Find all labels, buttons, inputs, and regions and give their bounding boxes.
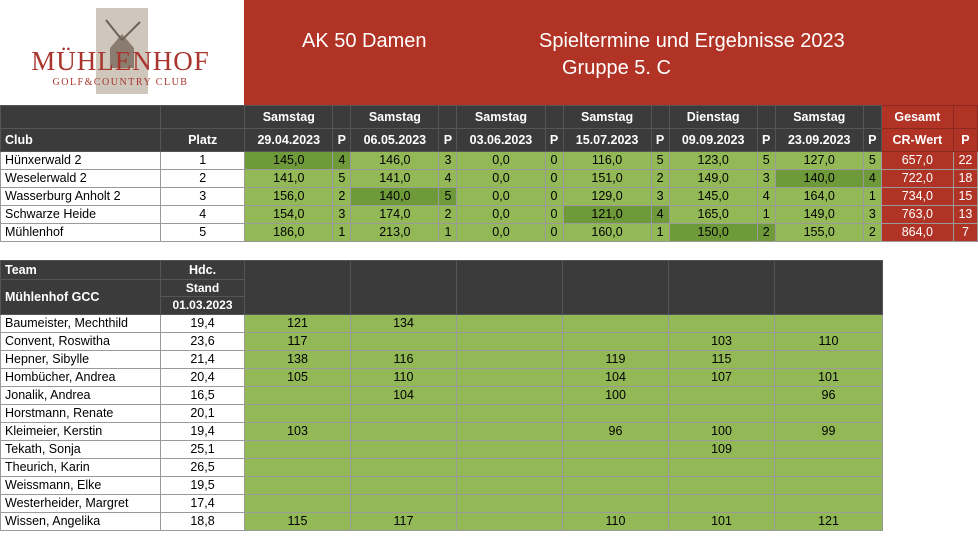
player-score bbox=[669, 405, 775, 423]
results-row bbox=[1, 206, 978, 224]
player-score bbox=[245, 441, 351, 459]
results-row bbox=[1, 224, 978, 242]
player-score bbox=[563, 315, 669, 333]
round-points: 3 bbox=[863, 206, 881, 224]
player-score bbox=[457, 369, 563, 387]
header-group: Gruppe 5. C bbox=[562, 57, 671, 79]
round-points: 2 bbox=[651, 170, 669, 188]
round-points: 0 bbox=[545, 206, 563, 224]
player-name: Weissmann, Elke bbox=[1, 477, 161, 495]
round-date: 09.09.2023 bbox=[669, 129, 757, 152]
team-label: Team bbox=[1, 261, 161, 280]
player-score bbox=[775, 459, 883, 477]
club-name: Wasserburg Anholt 2 bbox=[1, 188, 161, 206]
player-hdc: 25,1 bbox=[161, 441, 245, 459]
results-row bbox=[1, 152, 978, 170]
player-score: 117 bbox=[245, 333, 351, 351]
total-points-header: P bbox=[953, 129, 977, 152]
player-name: Baumeister, Mechthild bbox=[1, 315, 161, 333]
results-row bbox=[1, 188, 978, 206]
player-score: 115 bbox=[245, 513, 351, 531]
player-score bbox=[351, 495, 457, 513]
results-table bbox=[0, 105, 978, 242]
round-points: 0 bbox=[545, 152, 563, 170]
total-score: 722,0 bbox=[881, 170, 953, 188]
round-day: Samstag bbox=[351, 106, 439, 129]
player-score bbox=[351, 441, 457, 459]
stand-date: 01.03.2023 bbox=[161, 297, 245, 315]
round-points: 4 bbox=[651, 206, 669, 224]
round-points: 5 bbox=[439, 188, 457, 206]
round-points: 1 bbox=[439, 224, 457, 242]
player-score: 138 bbox=[245, 351, 351, 369]
player-name: Horstmann, Renate bbox=[1, 405, 161, 423]
round-points: 4 bbox=[863, 170, 881, 188]
player-score bbox=[351, 405, 457, 423]
round-points: 3 bbox=[333, 206, 351, 224]
round-points: 0 bbox=[545, 170, 563, 188]
team-header-row-1 bbox=[1, 261, 883, 280]
round-points: 2 bbox=[757, 224, 775, 242]
round-points: 5 bbox=[651, 152, 669, 170]
player-name: Convent, Roswitha bbox=[1, 333, 161, 351]
results-header-row-days bbox=[1, 106, 978, 129]
player-hdc: 19,4 bbox=[161, 423, 245, 441]
player-hdc: 21,4 bbox=[161, 351, 245, 369]
player-score bbox=[457, 351, 563, 369]
round-score: 164,0 bbox=[775, 188, 863, 206]
player-row bbox=[1, 495, 883, 513]
round-points: 2 bbox=[439, 206, 457, 224]
player-score bbox=[457, 477, 563, 495]
total-points: 18 bbox=[953, 170, 977, 188]
player-score bbox=[775, 441, 883, 459]
player-score bbox=[351, 423, 457, 441]
player-score bbox=[669, 495, 775, 513]
round-score: 145,0 bbox=[245, 152, 333, 170]
player-hdc: 23,6 bbox=[161, 333, 245, 351]
player-score: 110 bbox=[563, 513, 669, 531]
round-date: 03.06.2023 bbox=[457, 129, 545, 152]
logo-name: MÜHLENHOF bbox=[31, 46, 210, 76]
player-score bbox=[245, 477, 351, 495]
player-hdc: 19,4 bbox=[161, 315, 245, 333]
round-score: 116,0 bbox=[563, 152, 651, 170]
round-score: 150,0 bbox=[669, 224, 757, 242]
round-date: 15.07.2023 bbox=[563, 129, 651, 152]
player-score bbox=[351, 333, 457, 351]
hdc-label: Hdc. bbox=[161, 261, 245, 280]
player-score: 96 bbox=[775, 387, 883, 405]
player-score: 119 bbox=[563, 351, 669, 369]
player-name: Kleimeier, Kerstin bbox=[1, 423, 161, 441]
player-score: 134 bbox=[351, 315, 457, 333]
cr-wert-header: CR-Wert bbox=[881, 129, 953, 152]
total-points: 22 bbox=[953, 152, 977, 170]
round-points: 2 bbox=[333, 188, 351, 206]
player-score bbox=[563, 333, 669, 351]
club-name: Mühlenhof bbox=[1, 224, 161, 242]
header-category: AK 50 Damen bbox=[302, 30, 427, 52]
player-score bbox=[245, 495, 351, 513]
player-score: 100 bbox=[563, 387, 669, 405]
logo-text bbox=[28, 48, 213, 88]
round-day: Samstag bbox=[563, 106, 651, 129]
total-score: 864,0 bbox=[881, 224, 953, 242]
gesamt-header: Gesamt bbox=[881, 106, 953, 129]
player-name: Hombücher, Andrea bbox=[1, 369, 161, 387]
round-date: 06.05.2023 bbox=[351, 129, 439, 152]
header-title: Spieltermine und Ergebnisse 2023 bbox=[539, 30, 845, 52]
round-score: 213,0 bbox=[351, 224, 439, 242]
round-score: 155,0 bbox=[775, 224, 863, 242]
player-score bbox=[669, 459, 775, 477]
player-row bbox=[1, 405, 883, 423]
round-points: 5 bbox=[333, 170, 351, 188]
player-score: 100 bbox=[669, 423, 775, 441]
player-score: 101 bbox=[669, 513, 775, 531]
round-score: 0,0 bbox=[457, 152, 545, 170]
club-name: Weselerwald 2 bbox=[1, 170, 161, 188]
player-score bbox=[563, 495, 669, 513]
player-score bbox=[563, 441, 669, 459]
player-score: 121 bbox=[245, 315, 351, 333]
player-row bbox=[1, 459, 883, 477]
player-score bbox=[457, 405, 563, 423]
team-club-name: Mühlenhof GCC bbox=[1, 280, 161, 315]
round-points: 4 bbox=[757, 188, 775, 206]
round-score: 129,0 bbox=[563, 188, 651, 206]
player-score bbox=[245, 405, 351, 423]
player-name: Jonalik, Andrea bbox=[1, 387, 161, 405]
round-points: 1 bbox=[333, 224, 351, 242]
player-score: 121 bbox=[775, 513, 883, 531]
player-hdc: 16,5 bbox=[161, 387, 245, 405]
player-hdc: 19,5 bbox=[161, 477, 245, 495]
round-score: 174,0 bbox=[351, 206, 439, 224]
player-score bbox=[457, 315, 563, 333]
player-row bbox=[1, 513, 883, 531]
round-score: 121,0 bbox=[563, 206, 651, 224]
round-points: 0 bbox=[545, 224, 563, 242]
player-name: Tekath, Sonja bbox=[1, 441, 161, 459]
round-points: 1 bbox=[863, 188, 881, 206]
round-score: 165,0 bbox=[669, 206, 757, 224]
results-row bbox=[1, 170, 978, 188]
club-column-header: Club bbox=[1, 129, 161, 152]
player-score bbox=[457, 333, 563, 351]
points-column-header: P bbox=[439, 129, 457, 152]
round-score: 127,0 bbox=[775, 152, 863, 170]
player-score: 115 bbox=[669, 351, 775, 369]
player-row bbox=[1, 477, 883, 495]
round-points: 1 bbox=[651, 224, 669, 242]
player-score bbox=[351, 477, 457, 495]
total-points: 7 bbox=[953, 224, 977, 242]
header-band bbox=[244, 0, 978, 105]
player-score: 117 bbox=[351, 513, 457, 531]
results-header-row-dates bbox=[1, 129, 978, 152]
round-score: 151,0 bbox=[563, 170, 651, 188]
round-points: 3 bbox=[439, 152, 457, 170]
points-column-header: P bbox=[545, 129, 563, 152]
round-points: 0 bbox=[545, 188, 563, 206]
club-logo bbox=[0, 0, 244, 105]
player-score: 104 bbox=[563, 369, 669, 387]
round-score: 123,0 bbox=[669, 152, 757, 170]
player-score bbox=[775, 495, 883, 513]
round-score: 146,0 bbox=[351, 152, 439, 170]
logo-subtitle: GOLF&COUNTRY CLUB bbox=[52, 77, 189, 88]
round-score: 149,0 bbox=[669, 170, 757, 188]
platz-value: 2 bbox=[161, 170, 245, 188]
player-name: Westerheider, Margret bbox=[1, 495, 161, 513]
player-score: 110 bbox=[351, 369, 457, 387]
player-hdc: 17,4 bbox=[161, 495, 245, 513]
player-score bbox=[457, 387, 563, 405]
points-column-header: P bbox=[651, 129, 669, 152]
round-points: 4 bbox=[439, 170, 457, 188]
player-row bbox=[1, 333, 883, 351]
round-day: Samstag bbox=[457, 106, 545, 129]
round-points: 5 bbox=[757, 152, 775, 170]
player-score bbox=[775, 315, 883, 333]
player-score: 110 bbox=[775, 333, 883, 351]
player-score bbox=[775, 477, 883, 495]
round-day: Samstag bbox=[775, 106, 863, 129]
player-score bbox=[457, 441, 563, 459]
round-points: 2 bbox=[863, 224, 881, 242]
round-day: Dienstag bbox=[669, 106, 757, 129]
player-name: Hepner, Sibylle bbox=[1, 351, 161, 369]
total-points: 15 bbox=[953, 188, 977, 206]
platz-value: 4 bbox=[161, 206, 245, 224]
player-score: 96 bbox=[563, 423, 669, 441]
points-column-header: P bbox=[863, 129, 881, 152]
player-hdc: 26,5 bbox=[161, 459, 245, 477]
player-score bbox=[245, 387, 351, 405]
player-score bbox=[457, 495, 563, 513]
round-score: 156,0 bbox=[245, 188, 333, 206]
player-hdc: 20,4 bbox=[161, 369, 245, 387]
total-score: 657,0 bbox=[881, 152, 953, 170]
points-column-header: P bbox=[757, 129, 775, 152]
player-row bbox=[1, 423, 883, 441]
round-score: 140,0 bbox=[351, 188, 439, 206]
player-score bbox=[457, 459, 563, 477]
player-hdc: 18,8 bbox=[161, 513, 245, 531]
round-score: 186,0 bbox=[245, 224, 333, 242]
round-day: Samstag bbox=[245, 106, 333, 129]
total-score: 763,0 bbox=[881, 206, 953, 224]
player-name: Wissen, Angelika bbox=[1, 513, 161, 531]
stand-label: Stand bbox=[161, 280, 245, 297]
player-score bbox=[775, 351, 883, 369]
player-row bbox=[1, 351, 883, 369]
round-score: 0,0 bbox=[457, 224, 545, 242]
player-score bbox=[775, 405, 883, 423]
round-score: 141,0 bbox=[245, 170, 333, 188]
round-score: 140,0 bbox=[775, 170, 863, 188]
platz-column-header: Platz bbox=[161, 129, 245, 152]
player-score bbox=[457, 423, 563, 441]
total-points: 13 bbox=[953, 206, 977, 224]
player-row bbox=[1, 441, 883, 459]
total-score: 734,0 bbox=[881, 188, 953, 206]
player-score bbox=[457, 513, 563, 531]
round-score: 0,0 bbox=[457, 188, 545, 206]
player-score bbox=[563, 405, 669, 423]
player-score: 103 bbox=[245, 423, 351, 441]
round-points: 4 bbox=[333, 152, 351, 170]
player-score bbox=[563, 477, 669, 495]
player-score: 101 bbox=[775, 369, 883, 387]
player-score: 105 bbox=[245, 369, 351, 387]
round-score: 149,0 bbox=[775, 206, 863, 224]
player-score bbox=[669, 387, 775, 405]
round-points: 3 bbox=[757, 170, 775, 188]
team-table bbox=[0, 260, 883, 531]
player-score: 99 bbox=[775, 423, 883, 441]
player-score: 107 bbox=[669, 369, 775, 387]
round-points: 3 bbox=[651, 188, 669, 206]
round-score: 154,0 bbox=[245, 206, 333, 224]
round-points: 1 bbox=[757, 206, 775, 224]
round-date: 29.04.2023 bbox=[245, 129, 333, 152]
round-date: 23.09.2023 bbox=[775, 129, 863, 152]
player-score bbox=[563, 459, 669, 477]
points-column-header: P bbox=[333, 129, 351, 152]
player-score: 116 bbox=[351, 351, 457, 369]
round-points: 5 bbox=[863, 152, 881, 170]
player-score bbox=[669, 315, 775, 333]
round-score: 0,0 bbox=[457, 170, 545, 188]
player-row bbox=[1, 387, 883, 405]
player-score bbox=[245, 459, 351, 477]
round-score: 0,0 bbox=[457, 206, 545, 224]
platz-value: 1 bbox=[161, 152, 245, 170]
player-row bbox=[1, 369, 883, 387]
player-score bbox=[351, 459, 457, 477]
player-score: 103 bbox=[669, 333, 775, 351]
player-hdc: 20,1 bbox=[161, 405, 245, 423]
player-row bbox=[1, 315, 883, 333]
round-score: 141,0 bbox=[351, 170, 439, 188]
club-name: Hünxerwald 2 bbox=[1, 152, 161, 170]
player-score: 109 bbox=[669, 441, 775, 459]
round-score: 160,0 bbox=[563, 224, 651, 242]
platz-value: 5 bbox=[161, 224, 245, 242]
platz-value: 3 bbox=[161, 188, 245, 206]
player-score bbox=[669, 477, 775, 495]
round-score: 145,0 bbox=[669, 188, 757, 206]
player-name: Theurich, Karin bbox=[1, 459, 161, 477]
club-name: Schwarze Heide bbox=[1, 206, 161, 224]
player-score: 104 bbox=[351, 387, 457, 405]
